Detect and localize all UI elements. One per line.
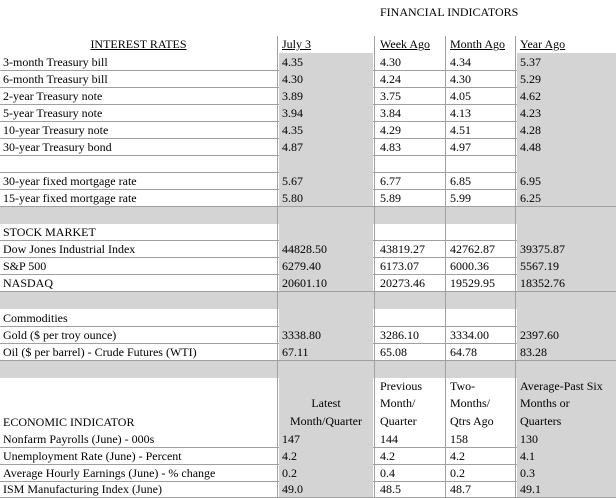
cell-year-ago: 6.95 bbox=[517, 172, 616, 189]
table-row bbox=[0, 274, 616, 292]
cell-current: 5.67 bbox=[279, 172, 373, 189]
cell-week-ago: 6.77 bbox=[380, 174, 401, 188]
cell-month-ago: 4.30 bbox=[450, 72, 471, 86]
cell-month-ago: 64.78 bbox=[450, 345, 477, 359]
cell-current: 44828.50 bbox=[279, 240, 373, 257]
row-label: Dow Jones Industrial Index bbox=[3, 242, 136, 256]
col-header-latest bbox=[279, 378, 373, 430]
table-row bbox=[0, 430, 616, 448]
cell-current: 67.11 bbox=[279, 343, 373, 360]
cell-latest: 147 bbox=[279, 430, 373, 447]
table-row bbox=[0, 189, 616, 207]
sheet-title: FINANCIAL INDICATORS bbox=[380, 5, 519, 19]
cell-month-ago: 4.05 bbox=[450, 89, 471, 103]
interest-header-row bbox=[0, 36, 616, 52]
row-label: 5-year Treasury note bbox=[3, 106, 103, 120]
col-header-text: Months or bbox=[520, 396, 570, 410]
row-label: 10-year Treasury note bbox=[3, 123, 109, 137]
col-header-text: Quarter bbox=[380, 413, 417, 428]
cell-current: 4.87 bbox=[279, 138, 373, 155]
row-label: S&P 500 bbox=[3, 259, 47, 273]
col-header-text: Months/ bbox=[450, 396, 491, 410]
col-header-text: Month/Quarter bbox=[290, 413, 362, 428]
table-row bbox=[0, 172, 616, 190]
table-row bbox=[0, 53, 616, 71]
table-row bbox=[0, 240, 616, 258]
stock-header-row bbox=[0, 224, 616, 241]
cell-year-ago: 5567.19 bbox=[517, 257, 616, 274]
cell-year-ago: 4.23 bbox=[517, 104, 616, 121]
table-row bbox=[0, 257, 616, 275]
cell-year-ago: 4.48 bbox=[517, 138, 616, 155]
cell-two-ago: 48.7 bbox=[450, 482, 471, 496]
commodities-header-row bbox=[0, 309, 616, 327]
column-divider bbox=[277, 36, 278, 497]
cell-average: 49.1 bbox=[517, 481, 616, 497]
economic-header-row bbox=[0, 378, 616, 430]
row-label: Oil ($ per barrel) - Crude Futures (WTI) bbox=[3, 345, 197, 359]
commodities-heading: Commodities bbox=[3, 311, 68, 325]
cell-month-ago: 3334.00 bbox=[450, 328, 489, 342]
cell-week-ago: 4.29 bbox=[380, 123, 401, 137]
spacer-cell bbox=[279, 155, 373, 172]
cell-latest: 4.2 bbox=[279, 447, 373, 464]
cell-year-ago: 39375.87 bbox=[517, 240, 616, 257]
cell-current: 3.89 bbox=[279, 87, 373, 104]
cell-week-ago: 43819.27 bbox=[380, 242, 425, 256]
row-label: Nonfarm Payrolls (June) - 000s bbox=[3, 432, 155, 446]
table-row bbox=[0, 481, 616, 498]
spacer-cell bbox=[279, 309, 373, 326]
cell-previous: 48.5 bbox=[380, 482, 401, 496]
title-row bbox=[0, 0, 616, 20]
cell-two-ago: 0.2 bbox=[450, 466, 465, 480]
cell-week-ago: 6173.07 bbox=[380, 259, 419, 273]
col-header-month-ago: Month Ago bbox=[450, 37, 506, 51]
cell-week-ago: 3286.10 bbox=[380, 328, 419, 342]
cell-month-ago: 42762.87 bbox=[450, 242, 495, 256]
table-row bbox=[0, 447, 616, 465]
cell-latest: 0.2 bbox=[279, 464, 373, 481]
spacer-cell bbox=[279, 224, 373, 240]
cell-current: 6279.40 bbox=[279, 257, 373, 274]
table-row bbox=[0, 121, 616, 139]
cell-current: 3.94 bbox=[279, 104, 373, 121]
col-header-text: Qtrs Ago bbox=[450, 413, 494, 428]
cell-current: 20601.10 bbox=[279, 274, 373, 291]
cell-current: 5.80 bbox=[279, 189, 373, 206]
table-row bbox=[0, 104, 616, 122]
cell-week-ago: 3.75 bbox=[380, 89, 401, 103]
cell-year-ago: 83.28 bbox=[517, 343, 616, 360]
table-row bbox=[0, 70, 616, 88]
spacer-cell bbox=[517, 309, 616, 326]
row-label: 6-month Treasury bill bbox=[3, 72, 108, 86]
cell-current: 3338.80 bbox=[279, 326, 373, 343]
table-row bbox=[0, 87, 616, 105]
col-header-current: July 3 bbox=[282, 37, 312, 51]
cell-two-ago: 158 bbox=[450, 432, 468, 446]
cell-year-ago: 5.37 bbox=[517, 53, 616, 70]
column-divider bbox=[515, 36, 516, 497]
cell-average: 130 bbox=[517, 430, 616, 447]
cell-week-ago: 4.83 bbox=[380, 140, 401, 154]
separator-band bbox=[0, 207, 616, 224]
row-label: ISM Manufacturing Index (June) bbox=[3, 482, 162, 496]
col-header-text: Two- bbox=[450, 378, 476, 393]
stock-market-heading: STOCK MARKET bbox=[3, 225, 96, 239]
cell-average: 4.1 bbox=[517, 447, 616, 464]
cell-year-ago: 2397.60 bbox=[517, 326, 616, 343]
cell-week-ago: 20273.46 bbox=[380, 276, 425, 290]
cell-week-ago: 4.30 bbox=[380, 55, 401, 69]
cell-year-ago: 4.28 bbox=[517, 121, 616, 138]
spacer-cell bbox=[517, 224, 616, 240]
cell-week-ago: 3.84 bbox=[380, 106, 401, 120]
col-header-previous bbox=[377, 378, 445, 430]
cell-year-ago: 18352.76 bbox=[517, 274, 616, 291]
col-header-two-ago bbox=[447, 378, 515, 430]
cell-current: 4.35 bbox=[279, 53, 373, 70]
cell-previous: 0.4 bbox=[380, 466, 395, 480]
cell-month-ago: 6000.36 bbox=[450, 259, 489, 273]
cell-latest: 49.0 bbox=[279, 481, 373, 497]
row-label: NASDAQ bbox=[3, 276, 54, 290]
cell-month-ago: 4.13 bbox=[450, 106, 471, 120]
col-header-average bbox=[517, 378, 616, 430]
cell-month-ago: 4.34 bbox=[450, 55, 471, 69]
row-label: 30-year Treasury bond bbox=[3, 140, 112, 154]
cell-average: 0.3 bbox=[517, 464, 616, 481]
cell-previous: 144 bbox=[380, 432, 398, 446]
row-label: Unemployment Rate (June) - Percent bbox=[3, 449, 182, 463]
cell-year-ago: 5.29 bbox=[517, 70, 616, 87]
col-header-text: Quarters bbox=[520, 413, 562, 428]
table-row bbox=[0, 343, 616, 361]
col-header-week-ago: Week Ago bbox=[380, 37, 431, 51]
cell-month-ago: 19529.95 bbox=[450, 276, 495, 290]
separator-band bbox=[0, 361, 616, 378]
table-row bbox=[0, 326, 616, 344]
table-row bbox=[0, 138, 616, 156]
cell-year-ago: 4.62 bbox=[517, 87, 616, 104]
spacer-cell bbox=[517, 155, 616, 172]
col-header-text: Previous bbox=[380, 378, 422, 393]
column-divider bbox=[445, 36, 446, 497]
interest-rates-heading: INTEREST RATES bbox=[90, 37, 187, 51]
cell-week-ago: 65.08 bbox=[380, 345, 407, 359]
table-row bbox=[0, 464, 616, 482]
cell-month-ago: 6.85 bbox=[450, 174, 471, 188]
row-label: Gold ($ per troy ounce) bbox=[3, 328, 117, 342]
cell-week-ago: 4.24 bbox=[380, 72, 401, 86]
cell-week-ago: 5.89 bbox=[380, 191, 401, 205]
cell-two-ago: 4.2 bbox=[450, 449, 465, 463]
row-label: 2-year Treasury note bbox=[3, 89, 103, 103]
cell-month-ago: 5.99 bbox=[450, 191, 471, 205]
row-label: 15-year fixed mortgage rate bbox=[3, 191, 137, 205]
economic-indicator-heading: ECONOMIC INDICATOR bbox=[3, 415, 135, 429]
cell-current: 4.30 bbox=[279, 70, 373, 87]
col-header-year-ago: Year Ago bbox=[520, 37, 566, 51]
row-label: Average Hourly Earnings (June) - % change bbox=[3, 466, 216, 480]
spacer-row bbox=[0, 155, 616, 173]
cell-previous: 4.2 bbox=[380, 449, 395, 463]
col-header-text: Month/ bbox=[380, 396, 416, 410]
row-label: 3-month Treasury bill bbox=[3, 55, 108, 69]
col-header-text: Average-Past Six bbox=[520, 378, 603, 393]
cell-month-ago: 4.97 bbox=[450, 140, 471, 154]
separator-band bbox=[0, 292, 616, 309]
col-header-text: Latest bbox=[311, 396, 341, 410]
row-label: 30-year fixed mortgage rate bbox=[3, 174, 137, 188]
cell-year-ago: 6.25 bbox=[517, 189, 616, 206]
column-divider bbox=[374, 36, 375, 497]
cell-month-ago: 4.51 bbox=[450, 123, 471, 137]
cell-current: 4.35 bbox=[279, 121, 373, 138]
